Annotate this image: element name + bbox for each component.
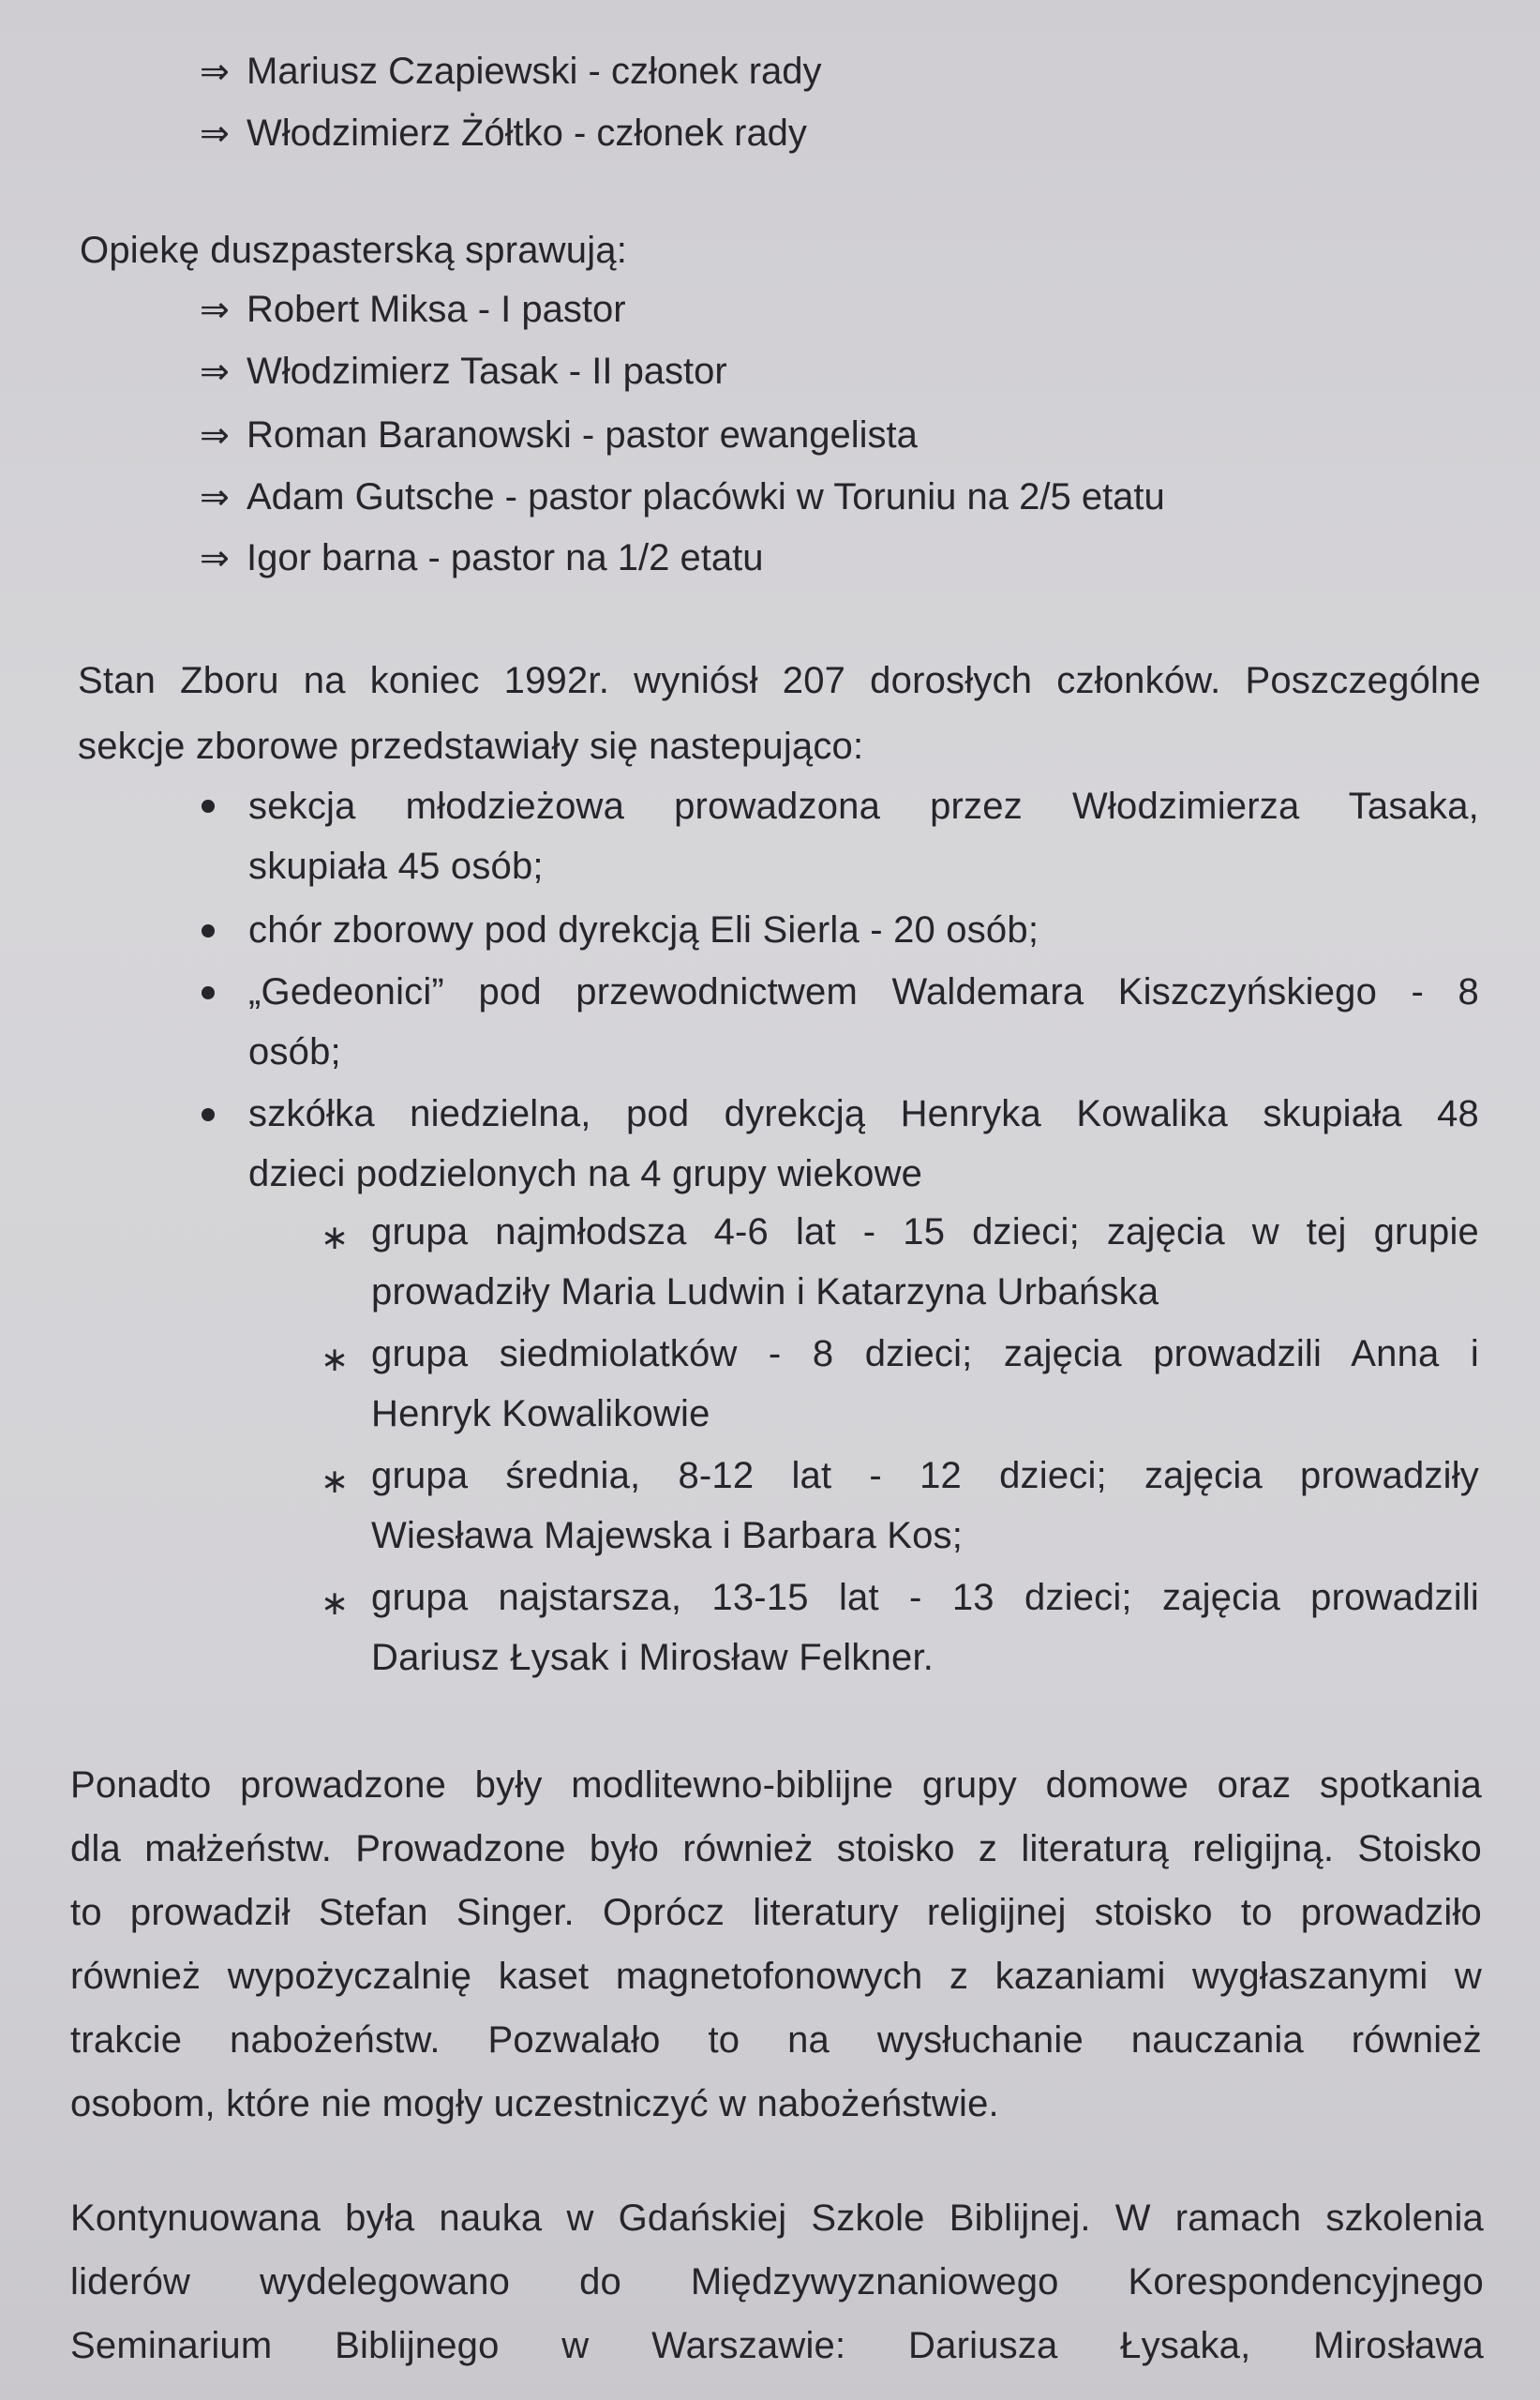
stan-paragraph-line: sekcje zborowe przedstawiały się nastepująco: (78, 726, 864, 767)
section-line: osób; (248, 1031, 341, 1072)
arrow-icon: ⇒ (200, 539, 230, 578)
council-member-item (200, 111, 807, 157)
arrow-icon: ⇒ (200, 114, 230, 154)
council-member-text: Mariusz Czapiewski - członek rady (247, 51, 822, 92)
ponadto-paragraph-line: dla małżeństw. Prowadzone było również stoisko z literaturą religijną. Stoisko (70, 1828, 1482, 1869)
section-line: dzieci podzielonych na 4 grupy wiekowe (248, 1153, 923, 1194)
asterisk-icon: ∗ (321, 1583, 350, 1622)
arrow-icon: ⇒ (200, 478, 230, 518)
pastor-item (200, 412, 918, 458)
pastor-item (200, 474, 1165, 520)
pastor-item (200, 287, 626, 333)
pastor-item (200, 349, 727, 395)
section-line: chór zborowy pod dyrekcją Eli Sierla - 20 osób; (248, 909, 1039, 951)
pastor-text: Robert Miksa - I pastor (247, 289, 626, 330)
section-line: sekcja młodzieżowa prowadzona przez Włodzimierza Tasaka, (248, 786, 1479, 827)
group-line: Henryk Kowalikowie (371, 1393, 710, 1434)
pastor-text: Igor barna - pastor na 1/2 etatu (247, 537, 764, 578)
asterisk-icon: ∗ (321, 1218, 350, 1256)
council-member-item (200, 49, 822, 95)
ponadto-paragraph-line: osobom, które nie mogły uczestniczyć w nabożeństwie. (70, 2083, 999, 2124)
pastor-item (200, 535, 763, 581)
council-member-text: Włodzimierz Żółtko - członek rady (247, 112, 807, 154)
kontynuowana-paragraph-line: Seminarium Biblijnego w Warszawie: Dariusza Łysaka, Mirosława (70, 2325, 1484, 2366)
group-line: Wiesława Majewska i Barbara Kos; (371, 1515, 964, 1556)
section-line: skupiała 45 osób; (248, 846, 544, 887)
ponadto-paragraph-line: również wypożyczalnię kaset magnetofonowych z kazaniami wygłaszanymi w (70, 1956, 1482, 1997)
group-line: Dariusz Łysak i Mirosław Felkner. (371, 1637, 934, 1678)
kontynuowana-paragraph-line: liderów wydelegowano do Międzywyznaniowego Korespondencyjnego (70, 2261, 1484, 2302)
group-line: grupa średnia, 8-12 lat - 12 dzieci; zajęcia prowadziły (371, 1455, 1479, 1496)
group-line: grupa siedmiolatków - 8 dzieci; zajęcia prowadzili Anna i (371, 1333, 1479, 1374)
ponadto-paragraph-line: Ponadto prowadzone były modlitewno-biblijne grupy domowe oraz spotkania (70, 1764, 1482, 1806)
kontynuowana-paragraph-line: Kontynuowana była nauka w Gdańskiej Szkole Biblijnej. W ramach szkolenia (70, 2198, 1484, 2239)
ponadto-paragraph-line: trakcie nabożeństw. Pozwalało to na wysłuchanie nauczania również (70, 2019, 1482, 2061)
pastor-text: Roman Baranowski - pastor ewangelista (247, 414, 918, 456)
section-line: szkółka niedzielna, pod dyrekcją Henryka Kowalika skupiała 48 (248, 1093, 1479, 1134)
group-line: grupa najstarsza, 13-15 lat - 13 dzieci; zajęcia prowadzili (371, 1577, 1479, 1618)
bullet-icon (202, 924, 215, 938)
arrow-icon: ⇒ (200, 52, 230, 92)
pastoral-heading: Opiekę duszpasterską sprawują: (80, 230, 628, 271)
group-line: prowadziły Maria Ludwin i Katarzyna Urbańska (371, 1271, 1159, 1312)
group-line: grupa najmłodsza 4-6 lat - 15 dzieci; zajęcia w tej grupie (371, 1211, 1479, 1252)
section-line: „Gedeonici” pod przewodnictwem Waldemara Kiszczyńskiego - 8 (248, 971, 1479, 1012)
asterisk-icon: ∗ (321, 1462, 350, 1500)
pastor-text: Adam Gutsche - pastor placówki w Toruniu na 2/5 etatu (247, 476, 1165, 518)
arrow-icon: ⇒ (200, 416, 230, 456)
bullet-icon (202, 986, 215, 999)
bullet-icon (202, 800, 215, 813)
ponadto-paragraph-line: to prowadził Stefan Singer. Oprócz literatury religijnej stoisko to prowadziło (70, 1892, 1482, 1933)
arrow-icon: ⇒ (200, 352, 230, 392)
arrow-icon: ⇒ (200, 291, 230, 330)
pastor-text: Włodzimierz Tasak - II pastor (247, 351, 727, 392)
bullet-icon (202, 1108, 215, 1121)
stan-paragraph-line: Stan Zboru na koniec 1992r. wyniósł 207 dorosłych członków. Poszczególne (78, 660, 1481, 701)
asterisk-icon: ∗ (321, 1340, 350, 1378)
